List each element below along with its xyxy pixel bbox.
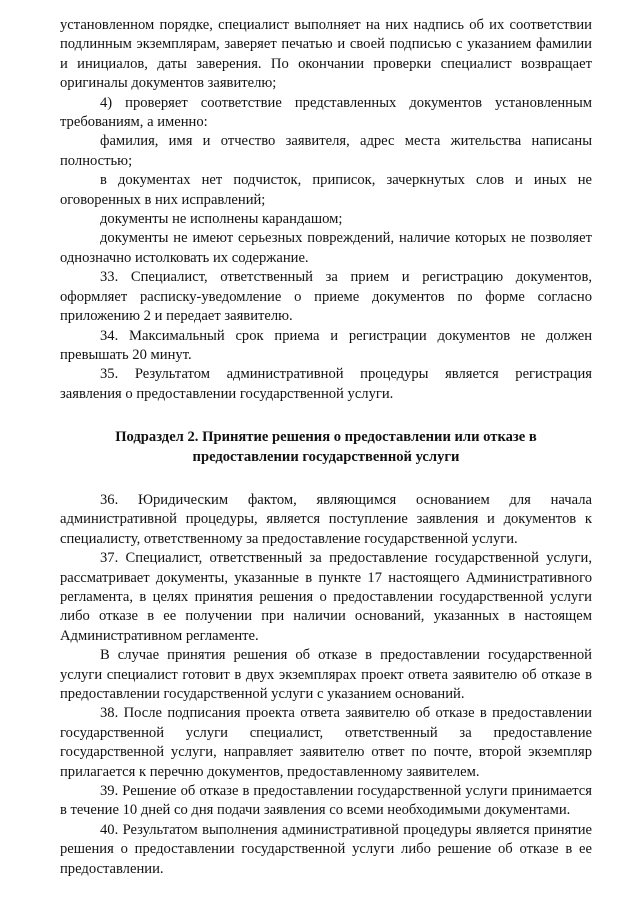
document-page (60, 16, 592, 879)
paragraph-38: 38. После подписания проекта ответа заявителю об отказе в предоставлении государственной услуги специалист, ответственный за предоставление государственной услуги, направляет заявителю ответ по почте, второй экземпляр прилагается к перечню документов, предоставленному заявителем. (60, 705, 592, 780)
paragraph-40: 40. Результатом выполнения административной процедуры является принятие решения о предоставлении государственной услуги либо решение об отказе в ее предоставлении. (60, 821, 592, 877)
paragraph-36: 36. Юридическим фактом, являющимся основанием для начала административной процедуры, является поступление заявления и документов к специалисту, ответственному за предоставление государственной услуги. (60, 491, 592, 547)
paragraph-requirement-damage: документы не имеют серьезных повреждений, наличие которых не позволяет однозначно истолковать их содержание. (60, 230, 592, 266)
paragraph-37: 37. Специалист, ответственный за предоставление государственной услуги, рассматривает документы, указанные в пункте 17 настоящего Административного регламента, в целях принятия решения о предоставлении государственной услуги либо отказе в ее получении при наличии оснований, указанных в настоящем Административном регламенте. (60, 550, 592, 644)
paragraph-34: 34. Максимальный срок приема и регистрации документов не должен превышать 20 минут. (60, 327, 592, 363)
paragraph-requirement-corrections: в документах нет подчисток, приписок, зачеркнутых слов и иных не оговоренных в них исправлений; (60, 172, 592, 208)
paragraph-requirement-pencil: документы не исполнены карандашом; (100, 211, 343, 228)
paragraph-refusal-case: В случае принятия решения об отказе в предоставлении государственной услуги специалист готовит в двух экземплярах проект ответа заявителю об отказе в предоставлении государственной услуги с указанием оснований. (60, 647, 592, 702)
section-heading: Подраздел 2. Принятие решения о предоставлении или отказе в предоставлении государственной услуги (115, 429, 537, 465)
paragraph-35: 35. Результатом административной процедуры является регистрация заявления о предоставлении государственной услуги. (60, 366, 592, 402)
paragraph-33: 33. Специалист, ответственный за прием и регистрацию документов, оформляет расписку-уведомление о приеме документов по форме согласно приложению 2 и передает заявителю. (60, 269, 592, 325)
paragraph-continuation: установленном порядке, специалист выполняет на них надпись об их соответствии подлинным экземплярам, заверяет печатью и своей подписью с указанием фамилии и инициалов, даты заверения. По окончании проверки специалист возвращает оригиналы документов заявителю; (60, 17, 592, 92)
paragraph-requirement-name: фамилия, имя и отчество заявителя, адрес места жительства написаны полностью; (60, 133, 592, 169)
paragraph-39: 39. Решение об отказе в предоставлении государственной услуги принимается в течение 10 дней со дня подачи заявления со всеми необходимыми документами. (60, 783, 592, 819)
paragraph-item-4: 4) проверяет соответствие представленных документов установленным требованиям, а именно: (60, 94, 592, 131)
